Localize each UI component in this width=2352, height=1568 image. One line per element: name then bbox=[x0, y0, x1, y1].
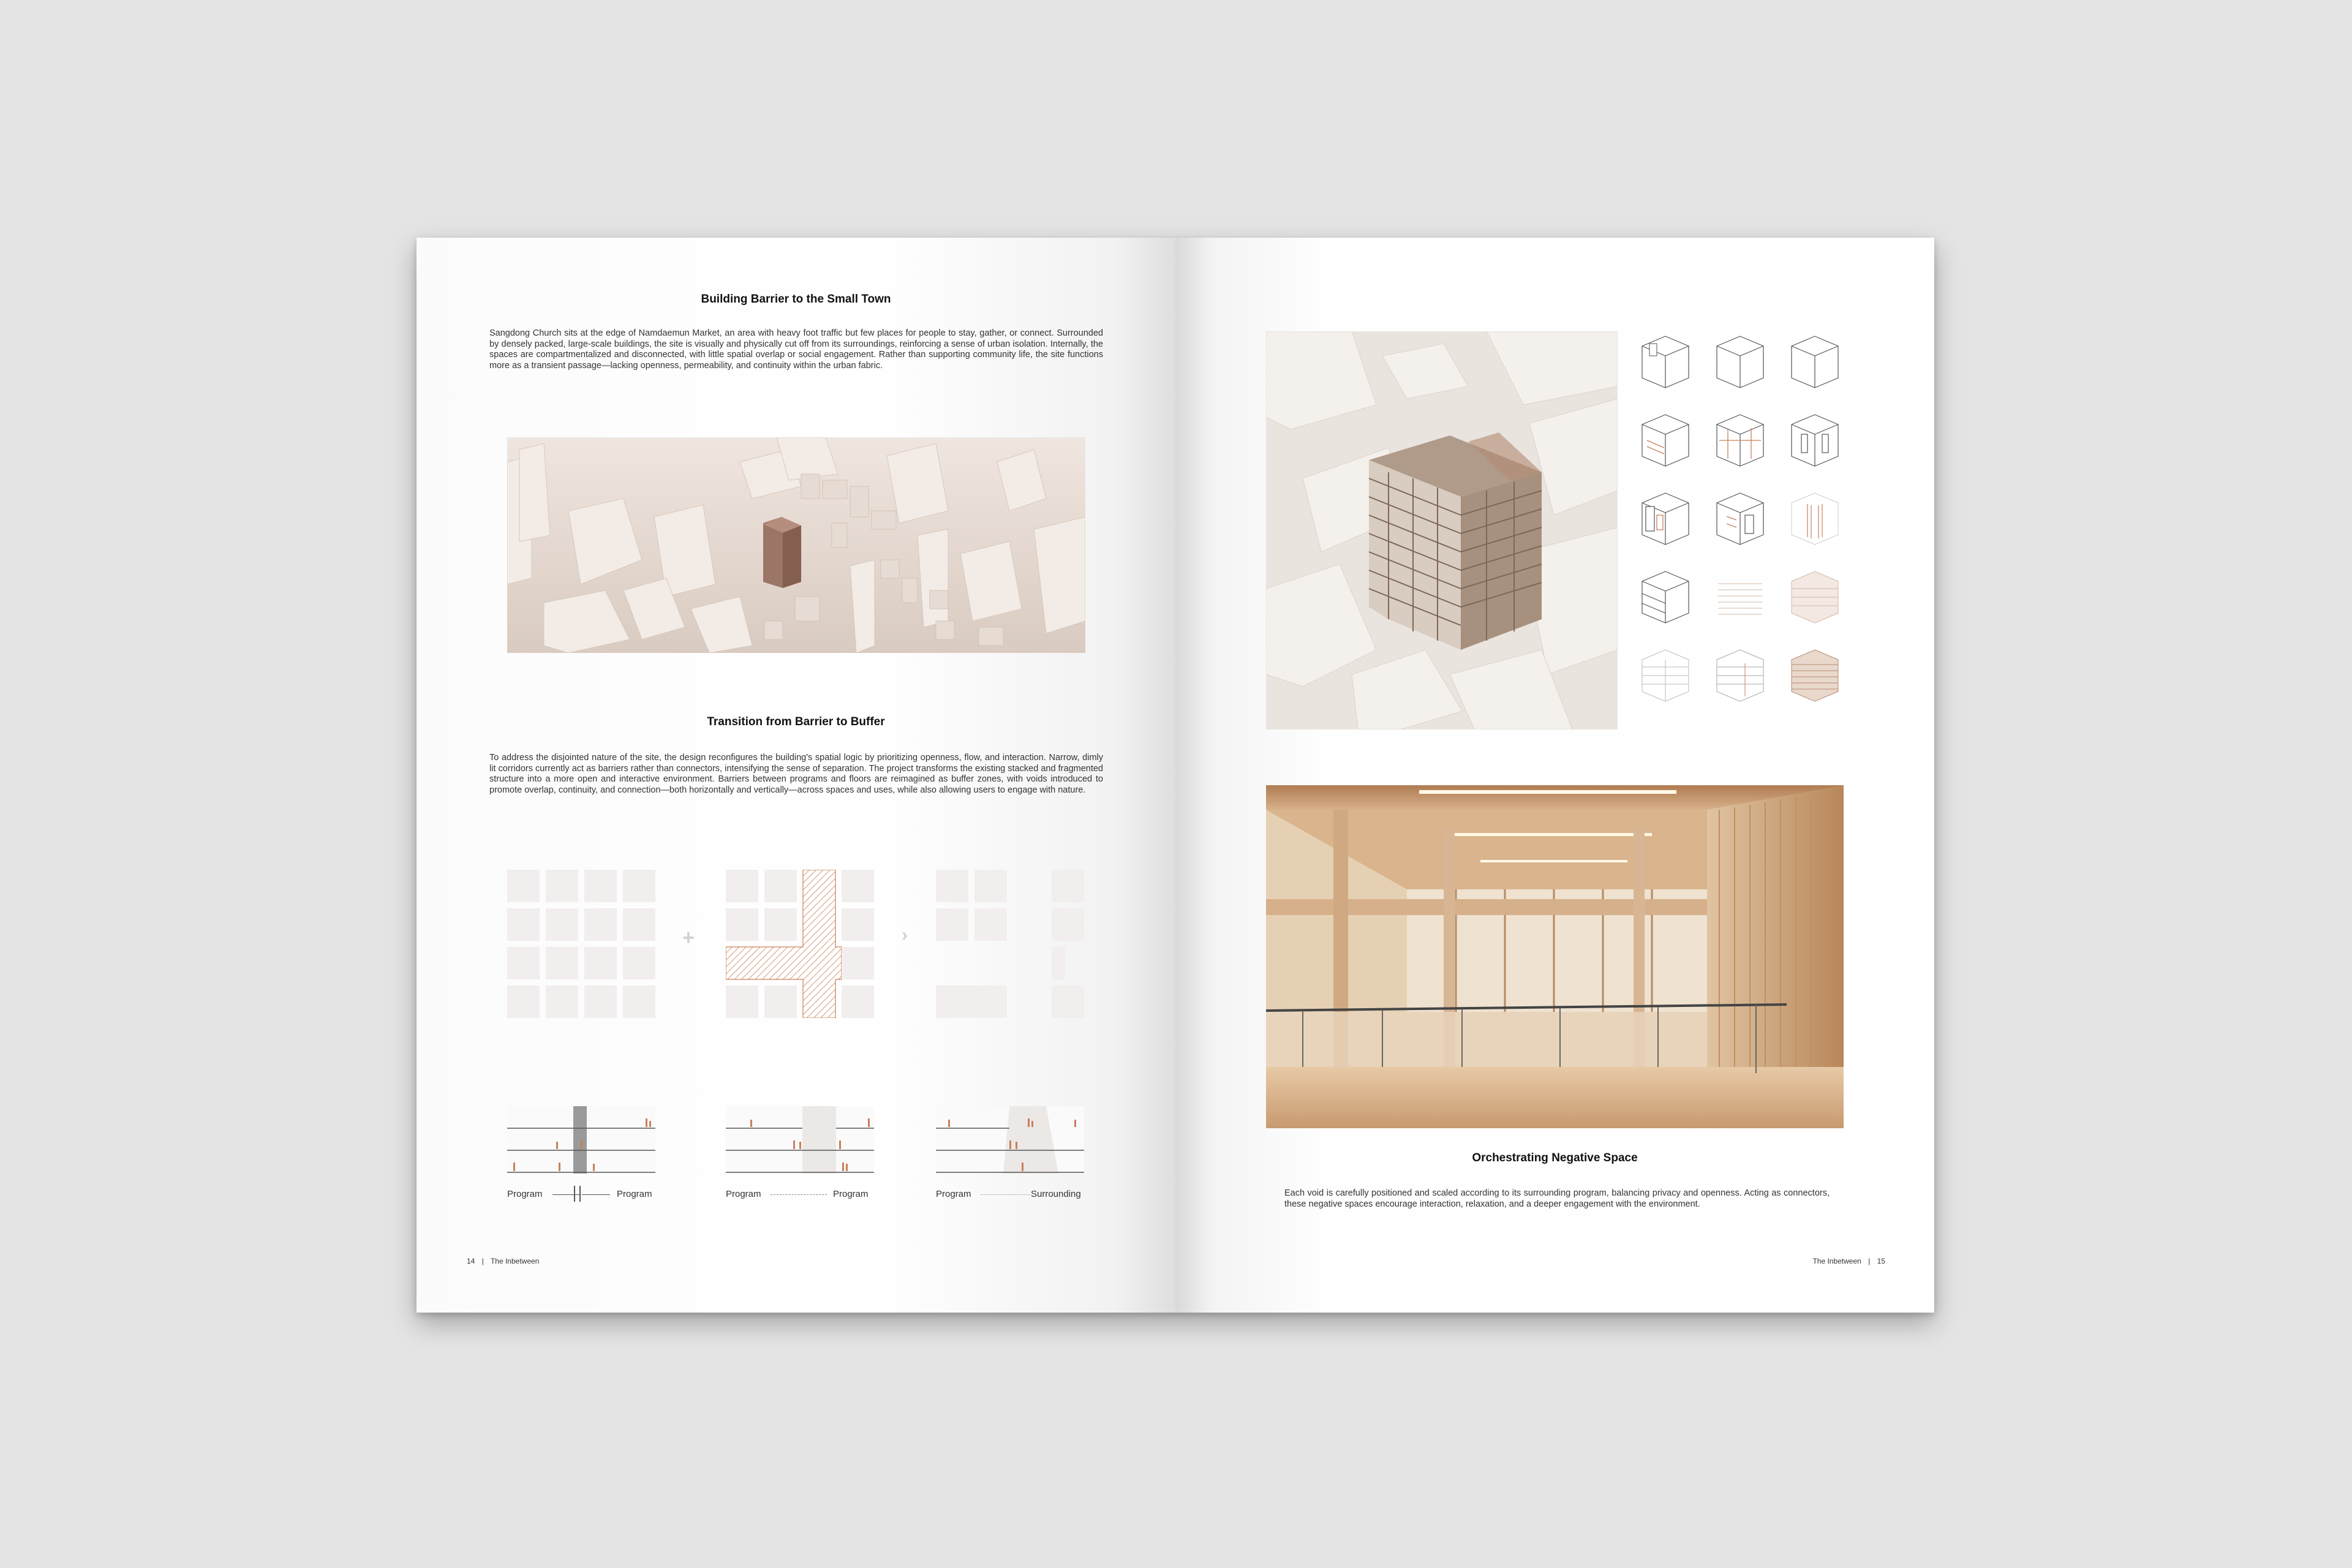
page-number: 15 bbox=[1877, 1257, 1885, 1265]
footer-left bbox=[467, 1257, 539, 1265]
aerial-massing-image bbox=[507, 437, 1085, 653]
section-diagram-3 bbox=[936, 1106, 1084, 1174]
page-number: 14 bbox=[467, 1257, 475, 1265]
isometric-diagram-matrix bbox=[1640, 331, 1841, 712]
right-page bbox=[1175, 238, 1934, 1313]
publication-title: The Inbetween bbox=[490, 1257, 540, 1265]
section-3-label-right: Surrounding bbox=[1031, 1189, 1081, 1199]
paragraph-building-barrier: Sangdong Church sits at the edge of Namdaemun Market, an area with heavy foot traffic but few places for people to stay, gather, or connect. Surrounded by densely packed, large-scale buildings, the site is visually and physically cut off from its surroundings, reinforcing a sense of urban isolation. Internally, the spaces are compartmentalized and disconnected, with little spatial overlap or social engagement. Rather than supporting community life, the site functions more as a transient passage—lacking openness, permeability, and continuity within the urban fabric. bbox=[489, 328, 1103, 371]
section-2-label-left: Program bbox=[726, 1189, 761, 1199]
heading-negative-space: Orchestrating Negative Space bbox=[1472, 1152, 1638, 1164]
footer-right bbox=[1812, 1257, 1885, 1265]
magazine-spread bbox=[417, 238, 1934, 1313]
barrier-mark bbox=[579, 1186, 581, 1202]
interior-render bbox=[1266, 785, 1844, 1128]
section-1-label-right: Program bbox=[617, 1189, 652, 1199]
paragraph-negative-space: Each void is carefully positioned and scaled according to its surrounding program, balancing privacy and openness. Acting as connectors, these negative spaces encourage interaction, relaxation, and a deeper engagement with the environment. bbox=[1284, 1188, 1830, 1209]
plan-grid-voids bbox=[726, 870, 874, 1018]
paragraph-transition: To address the disjointed nature of the site, the design reconfigures the building's spatial logic by prioritizing openness, flow, and interaction. Narrow, dimly lit corridors currently act as barriers rather than connectors, intensifying the sense of separation. The project transforms the existing stacked and fragmented structure into a more open and interactive environment. Barriers between programs and floors are reimagined as buffer zones, with voids introduced to promote overlap, continuity, and connection—both horizontally and vertically—across spaces and uses, while also allowing users to engage with nature. bbox=[489, 753, 1103, 795]
barrier-mark bbox=[574, 1186, 575, 1202]
connector-line bbox=[552, 1194, 581, 1195]
footer-separator: | bbox=[1868, 1257, 1871, 1265]
heading-transition: Transition from Barrier to Buffer bbox=[707, 715, 885, 728]
publication-title: The Inbetween bbox=[1812, 1257, 1861, 1265]
footer-separator: | bbox=[481, 1257, 484, 1265]
section-1-label-left: Program bbox=[507, 1189, 543, 1199]
heading-building-barrier: Building Barrier to the Small Town bbox=[701, 293, 891, 306]
plan-grid-existing bbox=[507, 870, 655, 1018]
section-diagram-2 bbox=[726, 1106, 874, 1174]
plan-grid-result bbox=[936, 870, 1084, 1018]
axonometric-render bbox=[1266, 331, 1618, 729]
connector-line bbox=[582, 1194, 610, 1195]
section-2-label-right: Program bbox=[833, 1189, 869, 1199]
plus-symbol: + bbox=[682, 926, 695, 949]
connector-line bbox=[771, 1194, 827, 1195]
left-page bbox=[417, 238, 1175, 1313]
section-3-label-left: Program bbox=[936, 1189, 971, 1199]
arrow-symbol: › bbox=[902, 925, 908, 945]
connector-line bbox=[981, 1194, 1030, 1195]
section-diagram-1 bbox=[507, 1106, 655, 1174]
